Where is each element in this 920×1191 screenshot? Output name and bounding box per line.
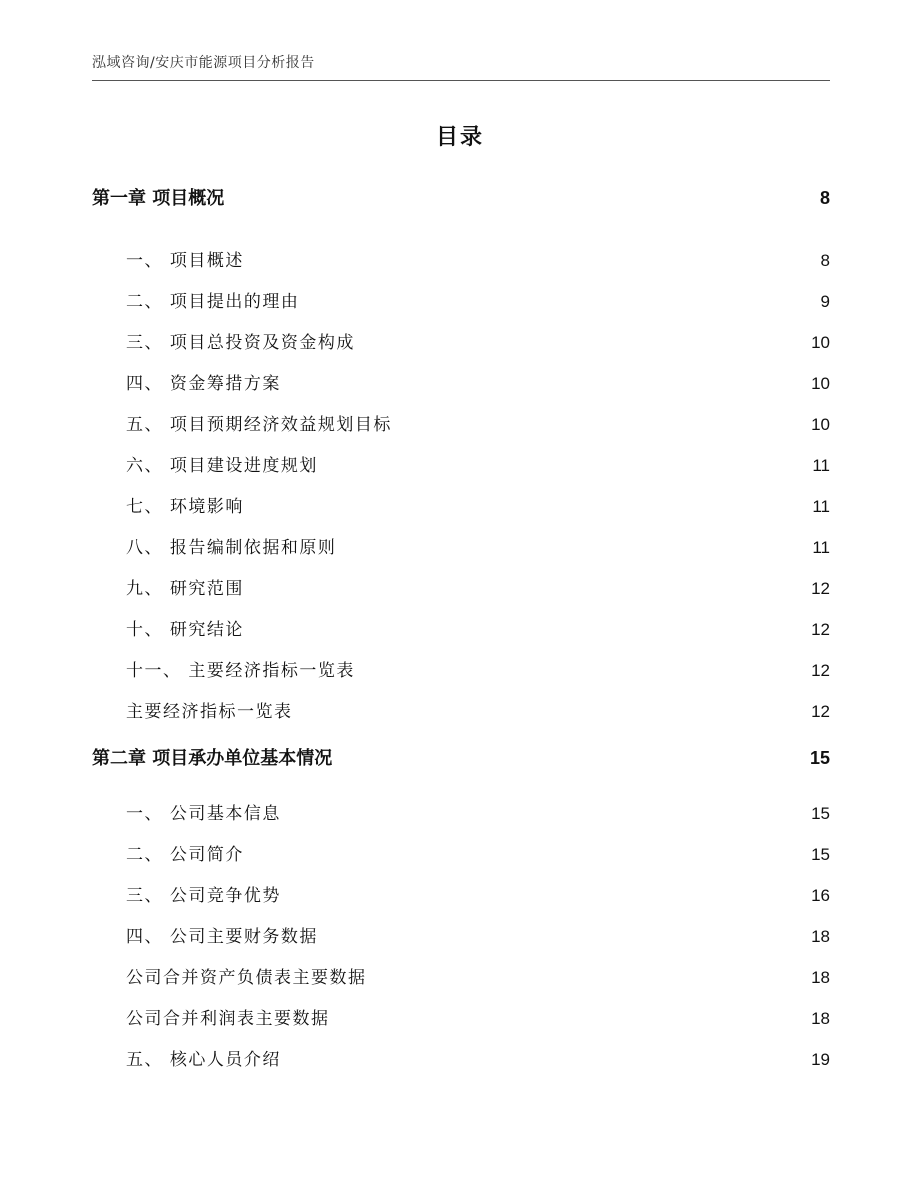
toc-entry-section[interactable] <box>126 615 830 641</box>
toc-entry-page: 15 <box>811 845 830 864</box>
toc-entry-page: 10 <box>811 374 830 393</box>
toc-entry-label: 十、 研究结论 <box>126 620 244 640</box>
toc-entry-label: 第一章 项目概况 <box>92 188 225 209</box>
toc-entry-section[interactable] <box>126 287 830 313</box>
toc-entry-page: 15 <box>809 748 830 768</box>
toc-entry-label: 公司合并利润表主要数据 <box>126 1009 330 1029</box>
toc-entry-page: 12 <box>811 702 830 721</box>
toc-entry-page: 11 <box>812 456 830 475</box>
toc-entry-label: 九、 研究范围 <box>126 579 244 599</box>
toc-entry-label: 七、 环境影响 <box>126 497 244 517</box>
toc-entry-page: 9 <box>820 292 830 311</box>
toc-entry-section[interactable] <box>126 1045 830 1071</box>
toc-entry-page: 10 <box>811 415 830 434</box>
toc-entry-section[interactable] <box>126 840 830 866</box>
toc-entry-page: 8 <box>820 251 830 270</box>
toc-entry-label: 一、 项目概述 <box>126 251 244 271</box>
toc-entry-page: 12 <box>811 620 830 639</box>
toc-entry-page: 8 <box>819 188 830 208</box>
toc-entry-label: 五、 项目预期经济效益规划目标 <box>126 415 392 435</box>
toc-entry-label: 十一、 主要经济指标一览表 <box>126 661 355 681</box>
toc-entry-label: 二、 项目提出的理由 <box>126 292 300 312</box>
toc-entry-section[interactable] <box>126 574 830 600</box>
toc-entry-page: 10 <box>811 333 830 352</box>
toc-entry-section[interactable] <box>126 656 830 682</box>
table-of-contents <box>92 0 830 1191</box>
toc-entry-label: 二、 公司简介 <box>126 845 244 865</box>
toc-entry-section[interactable] <box>126 328 830 354</box>
toc-entry-section[interactable] <box>126 799 830 825</box>
toc-entry-section[interactable] <box>126 410 830 436</box>
toc-entry-page: 12 <box>811 579 830 598</box>
toc-entry-chapter[interactable] <box>92 184 830 212</box>
toc-entry-section[interactable] <box>126 369 830 395</box>
toc-entry-section[interactable] <box>126 963 830 989</box>
toc-entry-page: 11 <box>812 497 830 516</box>
running-header: 泓域咨询/安庆市能源项目分析报告 <box>92 55 315 71</box>
toc-entry-section[interactable] <box>126 697 830 723</box>
toc-entry-section[interactable] <box>126 922 830 948</box>
toc-title: 目录 <box>435 125 484 150</box>
toc-entry-section[interactable] <box>126 451 830 477</box>
toc-entry-label: 三、 项目总投资及资金构成 <box>126 333 355 353</box>
toc-entry-chapter[interactable] <box>92 744 830 772</box>
toc-entry-label: 八、 报告编制依据和原则 <box>126 538 337 558</box>
toc-entry-page: 18 <box>811 1009 830 1028</box>
toc-entry-page: 19 <box>811 1050 830 1069</box>
toc-entry-section[interactable] <box>126 881 830 907</box>
toc-entry-label: 五、 核心人员介绍 <box>126 1050 281 1070</box>
toc-entry-page: 18 <box>811 968 830 987</box>
toc-entry-label: 四、 资金筹措方案 <box>126 374 281 394</box>
toc-entry-section[interactable] <box>126 246 830 272</box>
toc-entry-label: 四、 公司主要财务数据 <box>126 927 318 947</box>
toc-entry-page: 12 <box>811 661 830 680</box>
toc-entry-section[interactable] <box>126 492 830 518</box>
toc-entry-section[interactable] <box>126 1004 830 1030</box>
toc-entry-label: 第二章 项目承办单位基本情况 <box>92 748 333 769</box>
toc-entry-page: 16 <box>811 886 830 905</box>
toc-entry-label: 三、 公司竞争优势 <box>126 886 281 906</box>
toc-entry-label: 主要经济指标一览表 <box>126 702 293 722</box>
toc-entry-page: 11 <box>812 538 830 557</box>
toc-entry-page: 15 <box>811 804 830 823</box>
toc-entry-section[interactable] <box>126 533 830 559</box>
toc-entry-label: 公司合并资产负债表主要数据 <box>126 968 367 988</box>
toc-entry-label: 一、 公司基本信息 <box>126 804 281 824</box>
toc-entry-label: 六、 项目建设进度规划 <box>126 456 318 476</box>
toc-entry-page: 18 <box>811 927 830 946</box>
